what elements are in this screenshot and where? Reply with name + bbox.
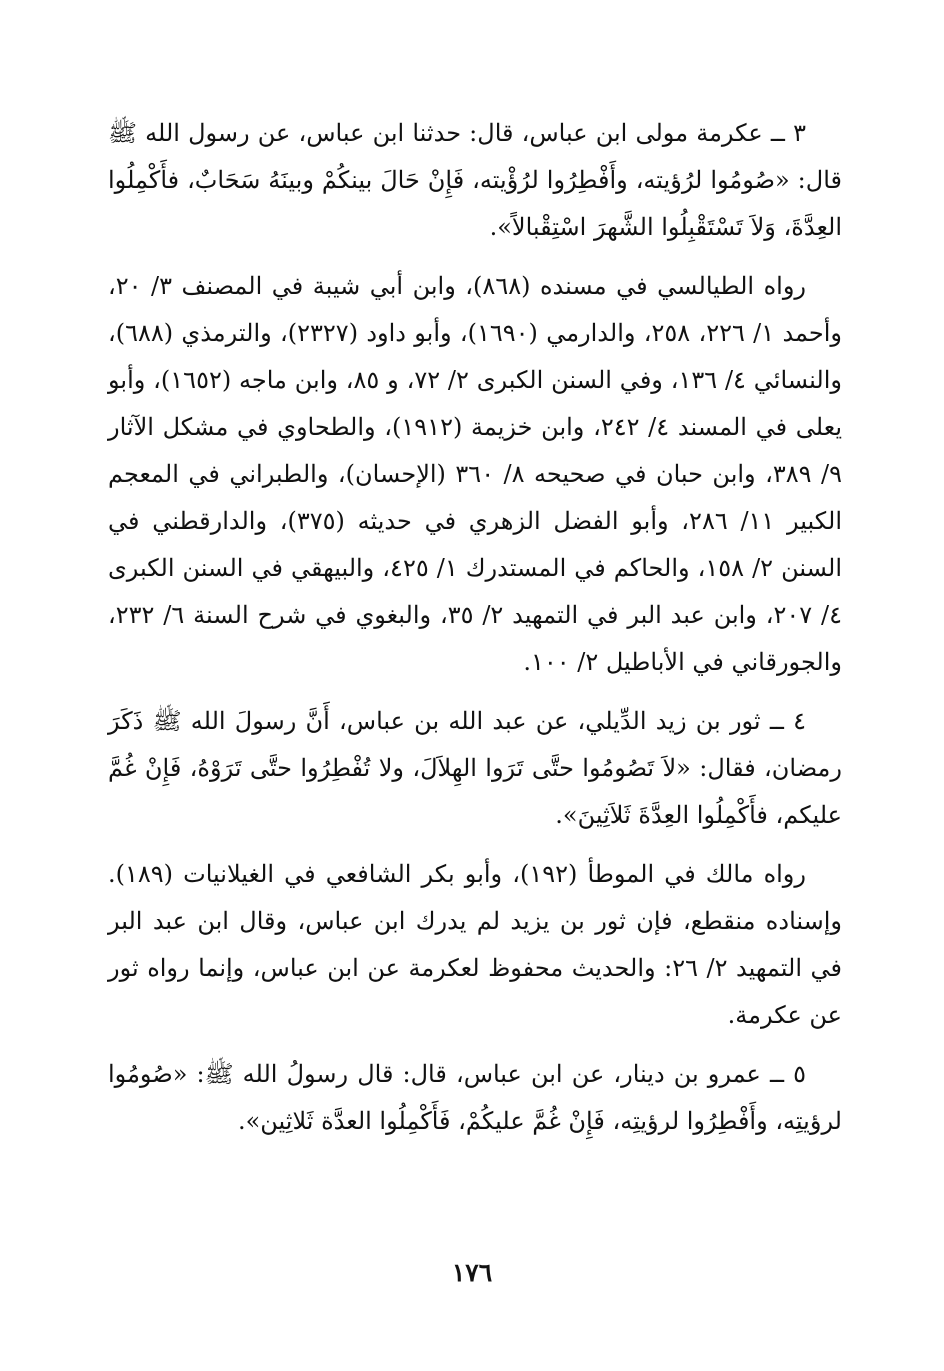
takhrij-hadith-4: رواه مالك في الموطأ (١٩٢)، وأبو بكر الشافعي في الغيلانيات (١٨٩). وإسناده منقطع، فإن ثور بن يزيد لم يدرك ابن عباس، وقال ابن عبد البر في التمهيد ٢/ ٢٦: والحديث محفوظ لعكرمة عن ابن عباس، وإنما رواه ثور عن عكرمة. (108, 860, 842, 1029)
hadith-4: ٤ ــ ثور بن زيد الدِّيلي، عن عبد الله بن عباس، أَنَّ رسولَ الله ﷺ ذَكَرَ رمضان، فقال: «لاَ تَصُومُوا حتَّى تَرَوا الهِلاَلَ، ولا تُفْطِرُوا حتَّى تَرَوْهُ، فَإِنْ غُمَّ عليكم، فأَكْمِلُوا العِدَّةَ ثَلاَثِينَ». (108, 707, 842, 829)
takhrij-hadith-3: رواه الطيالسي في مسنده (٨٦٨)، وابن أبي شيبة في المصنف ٣/ ٢٠، وأحمد ١/ ٢٢٦، ٢٥٨، والدارمي (١٦٩٠)، وأبو داود (٢٣٢٧)، والترمذي (٦٨٨)، والنسائي ٤/ ١٣٦، وفي السنن الكبرى ٢/ ٧٢، و ٨٥، وابن ماجه (١٦٥٢)، وأبو يعلى في المسند ٤/ ٢٤٢، وابن خزيمة (١٩١٢)، والطحاوي في مشكل الآثار ٩/ ٣٨٩، وابن حبان في صحيحه ٨/ ٣٦٠ (الإحسان)، والطبراني في المعجم الكبير ١١/ ٢٨٦، وأبو الفضل الزهري في حديثه (٣٧٥)، والدارقطني في السنن ٢/ ١٥٨، والحاكم في المستدرك ١/ ٤٢٥، والبيهقي في السنن الكبرى ٤/ ٢٠٧، وابن عبد البر في التمهيد ٢/ ٣٥، والبغوي في شرح السنة ٦/ ٢٣٢، والجورقاني في الأباطيل ٢/ ١٠٠. (108, 272, 843, 676)
page-number: ١٧٦ (451, 1258, 493, 1287)
hadith-3: ٣ ــ عكرمة مولى ابن عباس، قال: حدثنا ابن عباس، عن رسول الله ﷺ قال: «صُومُوا لرُؤيته، وأَفْطِرُوا لرُؤْيته، فَإِنْ حَالَ بينكُمْ وبينَهُ سَحَابٌ، فأَكْمِلُوا العِدَّةَ، وَلاَ تَسْتَقْبِلُوا الشَّهرَ اسْتِقْبالاً». (108, 119, 842, 241)
hadith-5: ٥ ــ عمرو بن دينار، عن ابن عباس، قال: قال رسولُ الله ﷺ: «صُومُوا لرؤيتِه، وأَفْطِرُوا لرؤيتِه، فَإِنْ غُمَّ عليكُمْ، فَأَكْمِلُوا العدَّة ثَلاثِين». (108, 1060, 842, 1135)
page-body (108, 110, 842, 1157)
